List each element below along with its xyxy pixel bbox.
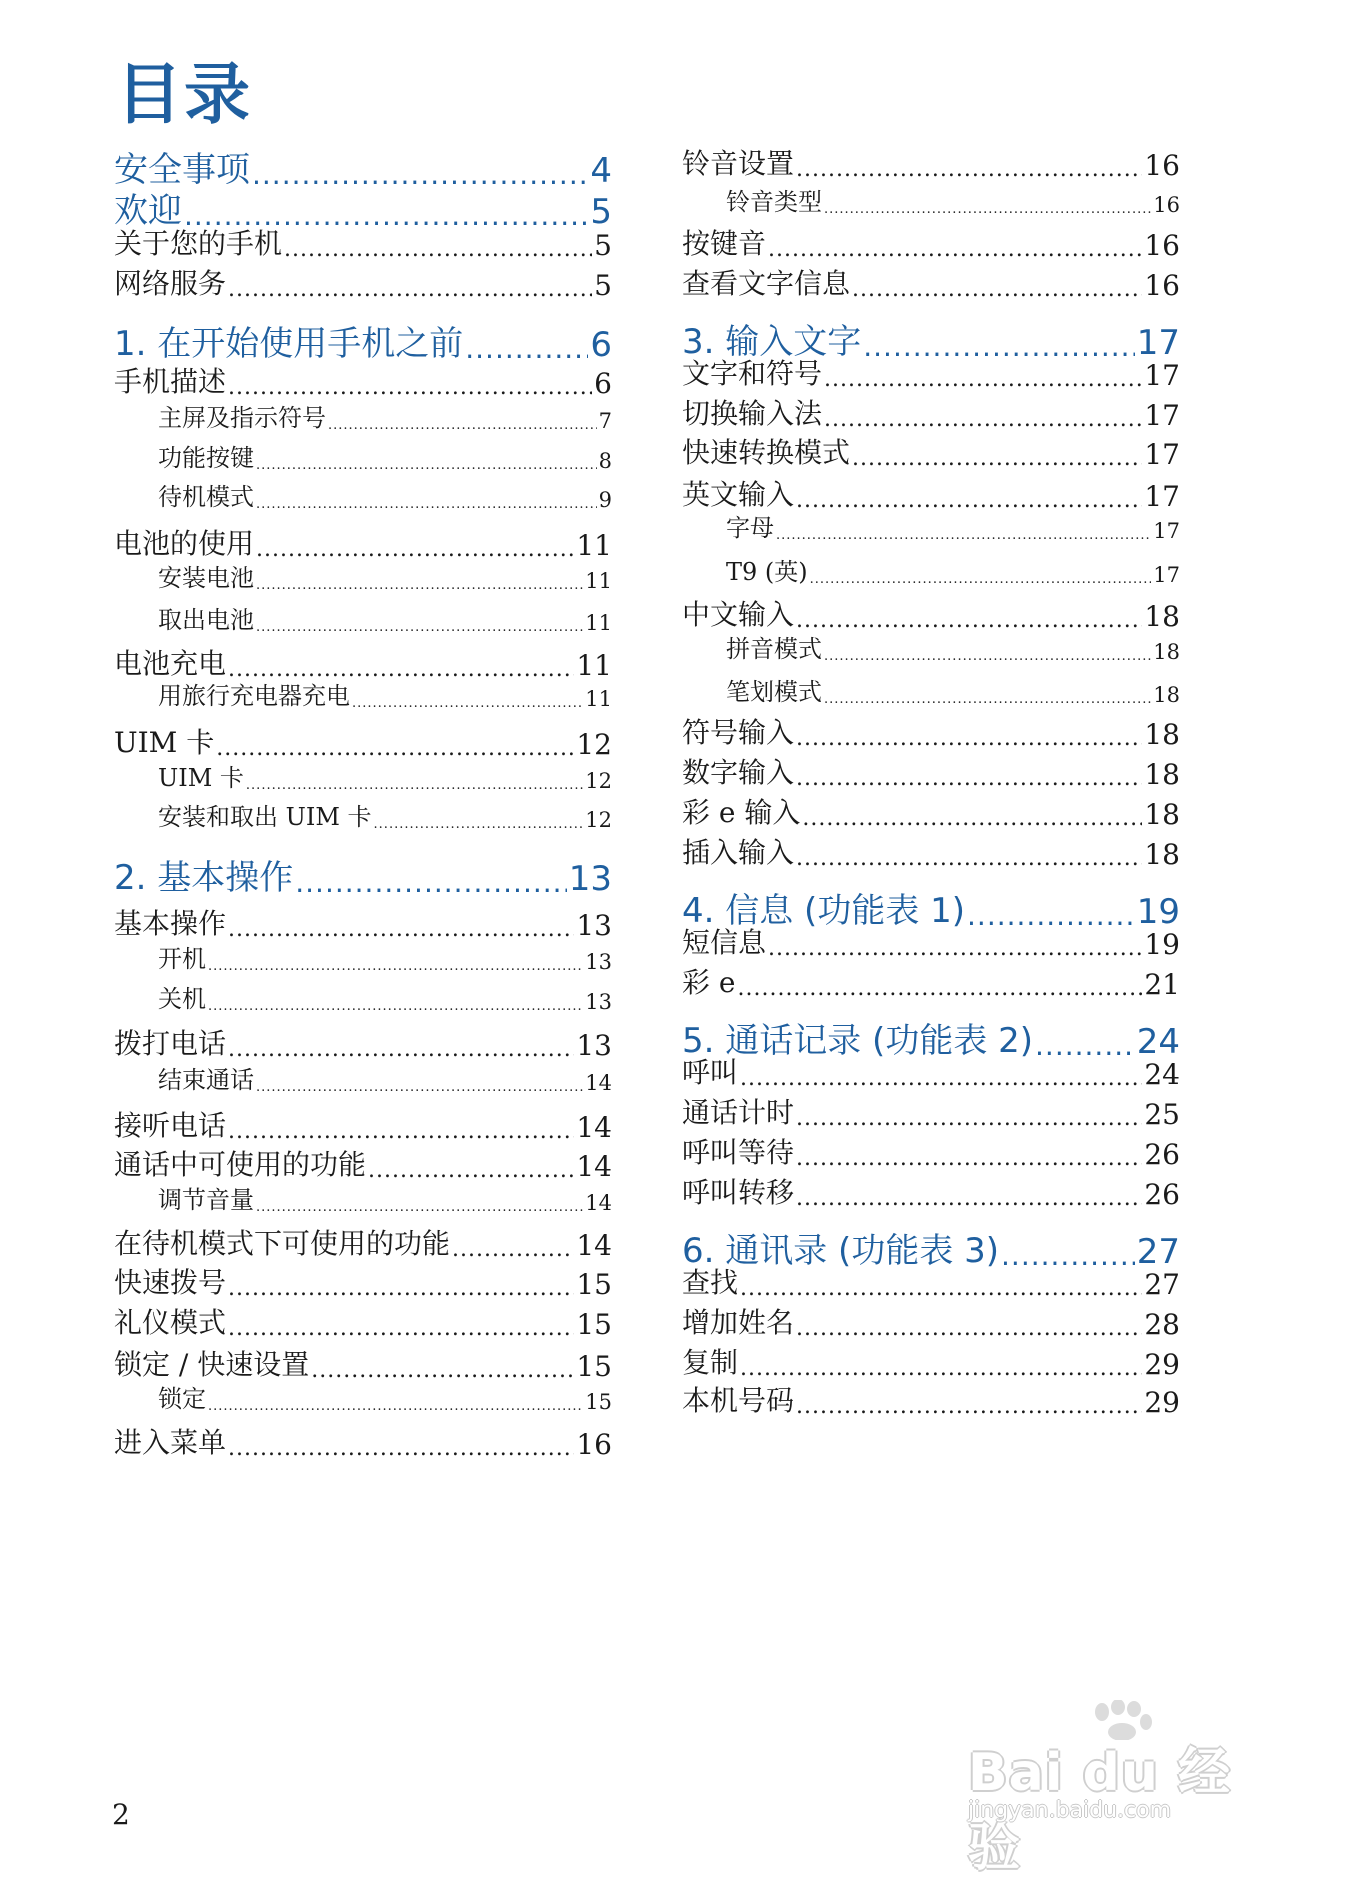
toc-entry-page: 18: [1144, 838, 1180, 871]
toc-entry-label: 笔划模式: [726, 678, 822, 706]
toc-entry[interactable]: [682, 1261, 1180, 1301]
toc-entry[interactable]: [682, 473, 1180, 513]
toc-entry-label: T9 (英): [726, 558, 808, 586]
toc-entry[interactable]: [726, 182, 1180, 217]
toc-entry-page: 18: [1144, 798, 1180, 831]
toc-entry-page: 14: [585, 1191, 612, 1215]
toc-entry-label: 2. 基本操作: [114, 858, 294, 898]
toc-entry-label: 铃音设置: [682, 147, 795, 180]
toc-entry-page: 14: [576, 1229, 612, 1262]
toc-entry-page: 27: [1136, 1232, 1180, 1272]
page-title: 目录: [116, 56, 252, 133]
toc-leader-dots: [740, 1356, 1142, 1381]
toc-entry-page: 12: [585, 769, 612, 793]
toc-entry-page: 13: [585, 990, 612, 1014]
toc-leader-dots: [228, 1119, 574, 1144]
toc-entry-label: 礼仪模式: [114, 1306, 227, 1339]
toc-leader-dots: [824, 202, 1151, 217]
toc-entry[interactable]: [682, 1091, 1180, 1131]
toc-entry-page: 13: [585, 950, 612, 974]
watermark-brand: Bai du 经验: [968, 1743, 1231, 1878]
toc-entry-label: 网络服务: [114, 267, 227, 300]
toc-leader-dots: [352, 696, 583, 711]
toc-entry-label: 调节音量: [158, 1186, 254, 1214]
toc-leader-dots: [328, 418, 597, 433]
toc-entry-page: 19: [1136, 892, 1180, 932]
toc-entry[interactable]: [114, 1222, 612, 1262]
toc-entry[interactable]: [114, 1104, 612, 1144]
toc-entry[interactable]: [158, 939, 612, 974]
toc-entry-page: 15: [576, 1268, 612, 1301]
toc-entry[interactable]: [682, 1341, 1180, 1381]
toc-entry-page: 5: [594, 269, 612, 302]
toc-entry[interactable]: [726, 552, 1180, 587]
toc-entry-page: 18: [1153, 640, 1180, 664]
toc-entry-label: 6. 通讯录 (功能表 3): [682, 1231, 1000, 1271]
toc-entry-label: 安装和取出 UIM 卡: [158, 803, 372, 831]
toc-entry-page: 17: [1153, 563, 1180, 587]
toc-entry-label: 增加姓名: [682, 1306, 795, 1339]
toc-entry-label: 插入输入: [682, 836, 795, 869]
toc-entry[interactable]: [726, 508, 1180, 543]
toc-entry[interactable]: [114, 262, 612, 302]
toc-entry-label: 电池的使用: [114, 527, 255, 560]
toc-entry-page: 17: [1136, 323, 1180, 363]
toc-entry-page: 16: [1144, 269, 1180, 302]
toc-entry-page: 9: [598, 488, 612, 512]
toc-entry-page: 14: [576, 1150, 612, 1183]
toc-entry-page: 15: [576, 1308, 612, 1341]
toc-leader-dots: [208, 999, 583, 1014]
toc-entry-label: 关机: [158, 985, 206, 1013]
toc-entry[interactable]: [682, 1379, 1180, 1419]
toc-leader-dots: [810, 572, 1152, 587]
toc-entry-label: 欢迎: [114, 191, 182, 231]
toc-leader-dots: [802, 806, 1142, 831]
toc-entry-page: 5: [590, 192, 612, 232]
toc-leader-dots: [208, 1399, 583, 1414]
toc-leader-dots: [256, 458, 597, 473]
toc-leader-dots: [796, 846, 1142, 871]
toc-entry[interactable]: [682, 593, 1180, 633]
toc-entry-label: 拨打电话: [114, 1027, 227, 1060]
toc-entry[interactable]: [158, 1379, 612, 1414]
toc-leader-dots: [256, 578, 583, 593]
toc-entry[interactable]: [682, 1301, 1180, 1341]
toc-entry-page: 14: [576, 1111, 612, 1144]
toc-entry-page: 13: [568, 859, 612, 899]
toc-leader-dots: [228, 1037, 574, 1062]
toc-entry[interactable]: [158, 398, 612, 433]
toc-entry-page: 8: [598, 449, 612, 473]
toc-entry-page: 21: [1144, 968, 1180, 1001]
toc-entry[interactable]: [114, 721, 612, 761]
toc-entry[interactable]: [114, 1421, 612, 1461]
toc-leader-dots: [740, 1066, 1142, 1091]
toc-leader-dots: [374, 817, 584, 832]
toc-entry-page: 28: [1144, 1308, 1180, 1341]
toc-entry-page: 26: [1144, 1138, 1180, 1171]
toc-entry-label: 4. 信息 (功能表 1): [682, 891, 966, 931]
toc-leader-dots: [796, 766, 1142, 791]
toc-entry[interactable]: [682, 262, 1180, 302]
toc-entry-page: 11: [585, 611, 612, 635]
watermark-url: jingyan.baidu.com: [968, 1798, 1172, 1823]
toc-entry[interactable]: [682, 1131, 1180, 1171]
toc-entry[interactable]: [682, 791, 1180, 831]
toc-entry[interactable]: [682, 392, 1180, 432]
toc-entry[interactable]: [158, 600, 612, 635]
toc-entry-page: 18: [1144, 758, 1180, 791]
toc-entry-label: 取出电池: [158, 606, 254, 634]
toc-entry[interactable]: [114, 1261, 612, 1301]
toc-entry-page: 16: [1153, 193, 1180, 217]
toc-entry-label: 文字和符号: [682, 357, 823, 390]
toc-entry-label: 彩 e 输入: [682, 796, 801, 829]
toc-section-entry[interactable]: [114, 850, 612, 899]
toc-entry-label: 铃音类型: [726, 188, 822, 216]
toc-entry-page: 24: [1144, 1058, 1180, 1091]
toc-entry-page: 15: [576, 1350, 612, 1383]
toc-leader-dots: [228, 1316, 574, 1341]
toc-leader-dots: [768, 936, 1142, 961]
toc-entry[interactable]: [158, 1060, 612, 1095]
toc-entry-page: 6: [590, 325, 612, 365]
toc-leader-dots: [768, 237, 1142, 262]
toc-entry-label: 3. 输入文字: [682, 322, 862, 362]
watermark: [968, 1700, 1268, 1878]
toc-entry-page: 11: [585, 687, 612, 711]
toc-leader-dots: [256, 1080, 583, 1095]
toc-entry-label: 开机: [158, 945, 206, 973]
toc-entry-page: 25: [1144, 1098, 1180, 1131]
toc-leader-dots: [796, 1106, 1142, 1131]
toc-entry-label: 在待机模式下可使用的功能: [114, 1227, 451, 1260]
toc-entry[interactable]: [114, 1143, 612, 1183]
toc-entry-label: 安装电池: [158, 564, 254, 592]
toc-leader-dots: [852, 277, 1142, 302]
toc-entry-label: 进入菜单: [114, 1426, 227, 1459]
toc-leader-dots: [256, 1200, 583, 1215]
page-number: 2: [112, 1798, 130, 1831]
toc-leader-dots: [796, 1316, 1142, 1341]
toc-entry[interactable]: [158, 758, 612, 793]
toc-entry-label: 字母: [726, 514, 774, 542]
toc-entry-label: 通话中可使用的功能: [114, 1148, 367, 1181]
toc-entry[interactable]: [726, 672, 1180, 707]
toc-entry[interactable]: [682, 431, 1180, 471]
toc-entry-label: 短信息: [682, 926, 767, 959]
toc-entry-page: 6: [594, 367, 612, 400]
toc-entry-page: 7: [598, 409, 612, 433]
toc-entry-label: 查找: [682, 1266, 739, 1299]
toc-entry[interactable]: [158, 558, 612, 593]
toc-entry-label: 关于您的手机: [114, 227, 283, 260]
toc-leader-dots: [824, 407, 1142, 432]
toc-leader-dots: [796, 1394, 1142, 1419]
toc-entry[interactable]: [682, 1051, 1180, 1091]
toc-entry-label: 电池充电: [114, 647, 227, 680]
toc-entry[interactable]: [682, 831, 1180, 871]
toc-entry-label: 呼叫: [682, 1056, 739, 1089]
toc-entry-label: 快速转换模式: [682, 436, 851, 469]
toc-entry[interactable]: [114, 902, 612, 942]
toc-entry-page: 15: [585, 1390, 612, 1414]
toc-entry-page: 17: [1144, 480, 1180, 513]
toc-entry-page: 4: [590, 151, 612, 191]
toc-entry-label: 1. 在开始使用手机之前: [114, 324, 464, 364]
toc-entry[interactable]: [158, 676, 612, 711]
toc-entry-page: 11: [576, 649, 612, 682]
toc-entry[interactable]: [114, 222, 612, 262]
toc-entry-label: 呼叫等待: [682, 1136, 795, 1169]
toc-entry[interactable]: [682, 711, 1180, 751]
toc-entry-page: 12: [576, 728, 612, 761]
toc-leader-dots: [776, 528, 1151, 543]
toc-entry[interactable]: [114, 1301, 612, 1341]
toc-entry-page: 14: [585, 1071, 612, 1095]
toc-entry[interactable]: [682, 1171, 1180, 1211]
toc-entry[interactable]: [114, 1022, 612, 1062]
toc-leader-dots: [228, 1276, 574, 1301]
toc-entry[interactable]: [114, 522, 612, 562]
toc-leader-dots: [208, 959, 583, 974]
toc-entry-label: 呼叫转移: [682, 1176, 795, 1209]
toc-entry-label: 用旅行充电器充电: [158, 682, 350, 710]
toc-entry-label: 符号输入: [682, 716, 795, 749]
toc-leader-dots: [796, 726, 1142, 751]
toc-leader-dots: [737, 976, 1142, 1001]
toc-entry-page: 5: [594, 229, 612, 262]
toc-leader-dots: [295, 866, 566, 899]
toc-entry-label: 本机号码: [682, 1384, 795, 1417]
toc-leader-dots: [256, 620, 583, 635]
toc-entry-label: 5. 通话记录 (功能表 2): [682, 1021, 1034, 1061]
toc-entry-page: 18: [1144, 718, 1180, 751]
toc-entry-page: 29: [1144, 1386, 1180, 1419]
toc-entry-page: 17: [1144, 399, 1180, 432]
toc-entry-page: 13: [576, 1029, 612, 1062]
toc-leader-dots: [228, 375, 592, 400]
toc-entry[interactable]: [682, 751, 1180, 791]
toc-entry[interactable]: [158, 1180, 612, 1215]
toc-leader-dots: [256, 497, 597, 512]
toc-leader-dots: [796, 1146, 1142, 1171]
toc-entry[interactable]: [682, 921, 1180, 961]
toc-entry-page: 24: [1136, 1022, 1180, 1062]
toc-entry-label: UIM 卡: [114, 726, 215, 759]
toc-entry-label: 手机描述: [114, 365, 227, 398]
toc-leader-dots: [796, 1186, 1142, 1211]
toc-entry[interactable]: [682, 961, 1180, 1001]
toc-leader-dots: [228, 277, 592, 302]
toc-entry-page: 11: [585, 569, 612, 593]
toc-entry[interactable]: [726, 629, 1180, 664]
toc-entry-label: 基本操作: [114, 907, 227, 940]
toc-entry-label: 功能按键: [158, 444, 254, 472]
toc-leader-dots: [824, 692, 1151, 707]
toc-entry-page: 26: [1144, 1178, 1180, 1211]
toc-entry-label: 主屏及指示符号: [158, 404, 326, 432]
toc-entry-page: 18: [1144, 600, 1180, 633]
toc-entry-label: 查看文字信息: [682, 267, 851, 300]
toc-entry-page: 18: [1153, 683, 1180, 707]
toc-entry[interactable]: [114, 360, 612, 400]
toc-entry-page: 29: [1144, 1348, 1180, 1381]
toc-entry-label: 结束通话: [158, 1066, 254, 1094]
toc-leader-dots: [852, 446, 1142, 471]
toc-entry-page: 16: [576, 1428, 612, 1461]
toc-entry[interactable]: [158, 797, 612, 832]
toc-entry[interactable]: [682, 222, 1180, 262]
toc-section-entry[interactable]: [114, 316, 612, 365]
toc-entry-page: 17: [1153, 519, 1180, 543]
toc-entry-label: 锁定: [158, 1385, 206, 1413]
toc-entry-label: 拼音模式: [726, 635, 822, 663]
toc-entry-label: 锁定 / 快速设置: [114, 1348, 310, 1381]
toc-entry-label: 彩 e: [682, 966, 736, 999]
toc-entry[interactable]: [158, 979, 612, 1014]
toc-entry-label: UIM 卡: [158, 764, 244, 792]
toc-entry-page: 11: [576, 529, 612, 562]
toc-leader-dots: [246, 778, 583, 793]
toc-leader-dots: [796, 157, 1142, 182]
toc-entry-label: 英文输入: [682, 478, 795, 511]
toc-entry-label: 复制: [682, 1346, 739, 1379]
toc-entry[interactable]: [114, 1343, 612, 1383]
toc-entry-label: 待机模式: [158, 483, 254, 511]
toc-entry-page: 16: [1144, 229, 1180, 262]
toc-entry-page: 19: [1144, 928, 1180, 961]
toc-entry-page: 16: [1144, 149, 1180, 182]
toc-leader-dots: [228, 1436, 574, 1461]
toc-entry-label: 按键音: [682, 227, 767, 260]
toc-entry[interactable]: [682, 352, 1180, 392]
toc-entry-page: 13: [576, 909, 612, 942]
toc-entry[interactable]: [158, 438, 612, 473]
toc-entry-label: 通话计时: [682, 1096, 795, 1129]
toc-entry[interactable]: [158, 477, 612, 512]
toc-entry-page: 17: [1144, 438, 1180, 471]
toc-entry-label: 接听电话: [114, 1109, 227, 1142]
toc-entry-label: 快速拨号: [114, 1266, 227, 1299]
toc-leader-dots: [284, 237, 592, 262]
toc-entry-label: 数字输入: [682, 756, 795, 789]
toc-entry-label: 安全事项: [114, 150, 250, 190]
toc-leader-dots: [740, 1276, 1142, 1301]
toc-entry-page: 17: [1144, 359, 1180, 392]
toc-entry-label: 中文输入: [682, 598, 795, 631]
toc-leader-dots: [824, 649, 1151, 664]
toc-entry-label: 切换输入法: [682, 397, 823, 430]
toc-entry-page: 12: [585, 808, 612, 832]
toc-leader-dots: [824, 367, 1142, 392]
toc-entry[interactable]: [682, 142, 1180, 182]
toc-entry-page: 27: [1144, 1268, 1180, 1301]
toc-leader-dots: [452, 1237, 574, 1262]
